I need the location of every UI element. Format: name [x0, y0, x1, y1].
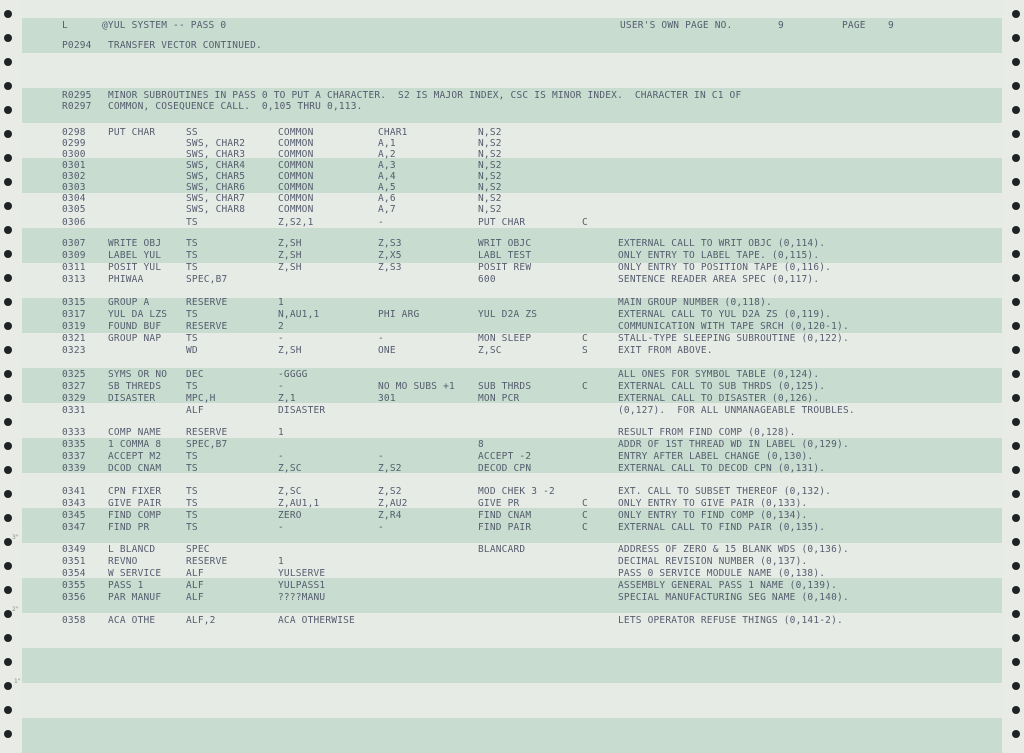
tractor-hole: [1012, 634, 1020, 642]
address-field-3: MON SLEEP: [478, 333, 532, 344]
tractor-hole: [4, 394, 12, 402]
users-page-number: 9: [778, 20, 784, 31]
address-field-2: -: [378, 451, 384, 462]
page-number: 9: [888, 20, 894, 31]
address-field: ACA OTHERWISE: [278, 615, 355, 626]
line-number: 0298: [62, 127, 86, 138]
line-number: 0351: [62, 556, 86, 567]
address-field-3: N,S2: [478, 127, 502, 138]
location-label: L BLANCD: [108, 544, 156, 555]
comment: PASS 0 SERVICE MODULE NAME (0,138).: [618, 568, 826, 579]
operation: SWS, CHAR7: [186, 193, 246, 204]
tractor-hole: [4, 490, 12, 498]
line-number: 0354: [62, 568, 86, 579]
operation: TS: [186, 510, 198, 521]
line-number: R0297: [62, 101, 92, 112]
address-field: Z,SH: [278, 262, 302, 273]
line-number: 0304: [62, 193, 86, 204]
header-tag: L: [62, 20, 68, 31]
comment: ADDRESS OF ZERO & 15 BLANK WDS (0,136).: [618, 544, 849, 555]
tractor-hole: [4, 178, 12, 186]
location-label: GIVE PAIR: [108, 498, 162, 509]
line-number: 0343: [62, 498, 86, 509]
tractor-hole: [1012, 538, 1020, 546]
address-field: Z,1: [278, 393, 296, 404]
location-label: GROUP A: [108, 297, 150, 308]
operation: TS: [186, 262, 198, 273]
operation: SWS, CHAR6: [186, 182, 246, 193]
comment: ONLY ENTRY TO GIVE PAIR (0,133).: [618, 498, 808, 509]
address-field: YULPASS1: [278, 580, 326, 591]
tractor-hole: [1012, 34, 1020, 42]
address-field: COMMON: [278, 160, 314, 171]
address-field-2: NO MO SUBS +1: [378, 381, 455, 392]
tractor-hole: [1012, 202, 1020, 210]
tractor-hole: [4, 730, 12, 738]
address-field: -: [278, 522, 284, 533]
line-number: 0315: [62, 297, 86, 308]
operation: SWS, CHAR2: [186, 138, 246, 149]
comment: SENTENCE READER AREA SPEC (0,117).: [618, 274, 820, 285]
operation: SWS, CHAR5: [186, 171, 246, 182]
operation: SWS, CHAR4: [186, 160, 246, 171]
comment: ONLY ENTRY TO FIND COMP (0,134).: [618, 510, 808, 521]
address-field: Z,SH: [278, 250, 302, 261]
address-field-2: A,7: [378, 204, 396, 215]
tractor-hole: [1012, 178, 1020, 186]
address-field-2: A,6: [378, 193, 396, 204]
address-field-3: POSIT REW: [478, 262, 532, 273]
tractor-hole: [1012, 10, 1020, 18]
operation: SPEC,B7: [186, 274, 228, 285]
operation: ALF: [186, 580, 204, 591]
address-field: 1: [278, 427, 284, 438]
location-label: POSIT YUL: [108, 262, 162, 273]
comment: DECIMAL REVISION NUMBER (0,137).: [618, 556, 808, 567]
address-field-2: PHI ARG: [378, 309, 420, 320]
operation: TS: [186, 522, 198, 533]
comment: SPECIAL MANUFACTURING SEG NAME (0,140).: [618, 592, 849, 603]
tractor-hole: [1012, 490, 1020, 498]
location-label: YUL DA LZS: [108, 309, 168, 320]
tractor-hole: [1012, 58, 1020, 66]
address-field-3: MOD CHEK 3 -2: [478, 486, 555, 497]
location-label: FIND PR: [108, 522, 150, 533]
operation: SS: [186, 127, 198, 138]
tractor-hole: [4, 370, 12, 378]
line-number: 0329: [62, 393, 86, 404]
location-label: PASS 1: [108, 580, 144, 591]
address-field-2: Z,S3: [378, 238, 402, 249]
line-number: 0311: [62, 262, 86, 273]
tractor-hole: [1012, 682, 1020, 690]
location-label: PHIWAA: [108, 274, 144, 285]
location-label: CPN FIXER: [108, 486, 162, 497]
ruler-mark: 2": [12, 606, 19, 613]
line-number: 0331: [62, 405, 86, 416]
line-number: 0333: [62, 427, 86, 438]
location-label: GROUP NAP: [108, 333, 162, 344]
address-field: COMMON: [278, 138, 314, 149]
address-field: -GGGG: [278, 369, 308, 380]
tractor-hole: [1012, 298, 1020, 306]
ruler-mark: 1": [14, 678, 21, 685]
location-label: W SERVICE: [108, 568, 162, 579]
tractor-hole: [4, 466, 12, 474]
line-number: 0347: [62, 522, 86, 533]
remark-text: MINOR SUBROUTINES IN PASS 0 TO PUT A CHARACTER. S2 IS MAJOR INDEX, CSC IS MINOR INDEX. CHARACTER IN C1 OF: [108, 90, 742, 101]
tractor-hole: [1012, 82, 1020, 90]
address-field-2: Z,S2: [378, 463, 402, 474]
address-field-2: -: [378, 522, 384, 533]
line-number: 0319: [62, 321, 86, 332]
tractor-hole: [4, 418, 12, 426]
address-field: Z,SH: [278, 238, 302, 249]
line-number: 0355: [62, 580, 86, 591]
address-field-3: ACCEPT -2: [478, 451, 532, 462]
address-field-3: FIND CNAM: [478, 510, 532, 521]
address-field-3: N,S2: [478, 171, 502, 182]
address-field-3: N,S2: [478, 193, 502, 204]
operation: TS: [186, 451, 198, 462]
tractor-hole: [4, 706, 12, 714]
users-page-label: USER'S OWN PAGE NO.: [620, 20, 733, 31]
address-field-2: Z,X5: [378, 250, 402, 261]
operation: TS: [186, 486, 198, 497]
address-field: ????MANU: [278, 592, 326, 603]
tractor-hole: [4, 202, 12, 210]
operation: TS: [186, 381, 198, 392]
line-number: 0299: [62, 138, 86, 149]
tractor-hole: [1012, 250, 1020, 258]
tractor-hole: [4, 58, 12, 66]
address-field-3: GIVE PR: [478, 498, 520, 509]
tractor-hole: [1012, 154, 1020, 162]
address-field-2: Z,R4: [378, 510, 402, 521]
line-number: 0301: [62, 160, 86, 171]
operation: MPC,H: [186, 393, 216, 404]
line-number: 0358: [62, 615, 86, 626]
flag-field: C: [582, 522, 588, 533]
address-field: ZERO: [278, 510, 302, 521]
line-number: P0294: [62, 40, 92, 51]
tractor-hole: [4, 106, 12, 114]
tractor-hole: [4, 658, 12, 666]
comment: EXTERNAL CALL TO DISASTER (0,126).: [618, 393, 820, 404]
address-field-3: Z,SC: [478, 345, 502, 356]
address-field: -: [278, 451, 284, 462]
tractor-hole: [1012, 370, 1020, 378]
address-field: COMMON: [278, 127, 314, 138]
tractor-hole: [4, 442, 12, 450]
operation: TS: [186, 250, 198, 261]
tractor-hole: [1012, 394, 1020, 402]
tractor-hole: [4, 562, 12, 570]
address-field: Z,SC: [278, 463, 302, 474]
greenbar-band: [22, 578, 1002, 613]
operation: SWS, CHAR3: [186, 149, 246, 160]
flag-field: C: [582, 498, 588, 509]
tractor-hole: [1012, 610, 1020, 618]
line-number: 0300: [62, 149, 86, 160]
operation: TS: [186, 217, 198, 228]
address-field-2: A,3: [378, 160, 396, 171]
operation: ALF,2: [186, 615, 216, 626]
line-number: 0337: [62, 451, 86, 462]
line-number: 0317: [62, 309, 86, 320]
line-number: 0321: [62, 333, 86, 344]
address-field: COMMON: [278, 193, 314, 204]
line-number: 0302: [62, 171, 86, 182]
line-number: 0327: [62, 381, 86, 392]
tractor-hole: [1012, 586, 1020, 594]
address-field: 1: [278, 556, 284, 567]
address-field: Z,SH: [278, 345, 302, 356]
tractor-hole: [4, 274, 12, 282]
operation: TS: [186, 309, 198, 320]
address-field: COMMON: [278, 149, 314, 160]
tractor-hole: [1012, 106, 1020, 114]
address-field-3: FIND PAIR: [478, 522, 532, 533]
line-number: 0335: [62, 439, 86, 450]
remark-text: COMMON, COSEQUENCE CALL. 0,105 THRU 0,113.: [108, 101, 363, 112]
tractor-hole: [1012, 322, 1020, 330]
comment: EXTERNAL CALL TO WRIT OBJC (0,114).: [618, 238, 826, 249]
address-field-2: -: [378, 217, 384, 228]
remark-text: TRANSFER VECTOR CONTINUED.: [108, 40, 262, 51]
comment: ENTRY AFTER LABEL CHANGE (0,130).: [618, 451, 814, 462]
comment: EXTERNAL CALL TO SUB THRDS (0,125).: [618, 381, 826, 392]
address-field-2: Z,S3: [378, 262, 402, 273]
comment: ONLY ENTRY TO LABEL TAPE. (0,115).: [618, 250, 820, 261]
address-field-2: Z,S2: [378, 486, 402, 497]
address-field-3: MON PCR: [478, 393, 520, 404]
comment: COMMUNICATION WITH TAPE SRCH (0,120-1).: [618, 321, 849, 332]
tractor-hole: [4, 514, 12, 522]
tractor-hole: [4, 298, 12, 306]
location-label: COMP NAME: [108, 427, 162, 438]
tractor-hole: [4, 322, 12, 330]
address-field-3: DECOD CPN: [478, 463, 532, 474]
operation: ALF: [186, 592, 204, 603]
tractor-hole: [4, 346, 12, 354]
tractor-hole: [4, 634, 12, 642]
flag-field: C: [582, 333, 588, 344]
comment: (0,127). FOR ALL UNMANAGEABLE TROUBLES.: [618, 405, 855, 416]
operation: ALF: [186, 405, 204, 416]
comment: RESULT FROM FIND COMP (0,128).: [618, 427, 796, 438]
operation: SWS, CHAR8: [186, 204, 246, 215]
line-number: 0309: [62, 250, 86, 261]
line-number: 0325: [62, 369, 86, 380]
location-label: FOUND BUF: [108, 321, 162, 332]
comment: ALL ONES FOR SYMBOL TABLE (0,124).: [618, 369, 820, 380]
comment: EXTERNAL CALL TO YUL D2A ZS (0,119).: [618, 309, 832, 320]
line-number: 0339: [62, 463, 86, 474]
location-label: ACA OTHE: [108, 615, 156, 626]
operation: SPEC: [186, 544, 210, 555]
location-label: ACCEPT M2: [108, 451, 162, 462]
comment: ADDR OF 1ST THREAD WD IN LABEL (0,129).: [618, 439, 849, 450]
address-field-3: N,S2: [478, 149, 502, 160]
tractor-hole: [1012, 466, 1020, 474]
line-number: 0356: [62, 592, 86, 603]
operation: ALF: [186, 568, 204, 579]
operation: DEC: [186, 369, 204, 380]
address-field: Z,AU1,1: [278, 498, 320, 509]
greenbar-band: [22, 648, 1002, 683]
tractor-hole: [4, 34, 12, 42]
tractor-hole: [4, 682, 12, 690]
address-field-3: PUT CHAR: [478, 217, 526, 228]
line-number: 0349: [62, 544, 86, 555]
address-field-2: ONE: [378, 345, 396, 356]
address-field-3: WRIT OBJC: [478, 238, 532, 249]
address-field-3: N,S2: [478, 182, 502, 193]
line-number: R0295: [62, 90, 92, 101]
address-field-3: 8: [478, 439, 484, 450]
operation: WD: [186, 345, 198, 356]
address-field-2: CHAR1: [378, 127, 408, 138]
comment: LETS OPERATOR REFUSE THINGS (0,141-2).: [618, 615, 843, 626]
header-title: @YUL SYSTEM -- PASS 0: [102, 20, 227, 31]
operation: RESERVE: [186, 297, 228, 308]
tractor-hole: [1012, 442, 1020, 450]
location-label: DISASTER: [108, 393, 156, 404]
tractor-hole: [1012, 658, 1020, 666]
tractor-hole: [1012, 562, 1020, 570]
line-number: 0313: [62, 274, 86, 285]
tractor-hole: [4, 538, 12, 546]
address-field-3: SUB THRDS: [478, 381, 532, 392]
address-field-2: Z,AU2: [378, 498, 408, 509]
line-number: 0306: [62, 217, 86, 228]
flag-field: C: [582, 381, 588, 392]
tractor-hole: [1012, 730, 1020, 738]
location-label: DCOD CNAM: [108, 463, 162, 474]
address-field-2: A,2: [378, 149, 396, 160]
ruler-mark: 3": [12, 534, 19, 541]
tractor-hole: [1012, 514, 1020, 522]
tractor-hole: [1012, 130, 1020, 138]
tractor-hole: [1012, 226, 1020, 234]
address-field: 2: [278, 321, 284, 332]
operation: TS: [186, 333, 198, 344]
tractor-hole: [4, 154, 12, 162]
page-label: PAGE: [842, 20, 866, 31]
operation: RESERVE: [186, 556, 228, 567]
line-number: 0341: [62, 486, 86, 497]
greenbar-band: [22, 718, 1002, 753]
tractor-hole: [4, 82, 12, 90]
line-number: 0323: [62, 345, 86, 356]
comment: EXIT FROM ABOVE.: [618, 345, 713, 356]
address-field: YULSERVE: [278, 568, 326, 579]
address-field-3: BLANCARD: [478, 544, 526, 555]
address-field-3: YUL D2A ZS: [478, 309, 538, 320]
address-field-3: 600: [478, 274, 496, 285]
tractor-hole: [1012, 346, 1020, 354]
flag-field: C: [582, 217, 588, 228]
comment: EXTERNAL CALL TO DECOD CPN (0,131).: [618, 463, 826, 474]
tractor-hole: [4, 250, 12, 258]
address-field: COMMON: [278, 182, 314, 193]
location-label: PAR MANUF: [108, 592, 162, 603]
line-number: 0307: [62, 238, 86, 249]
address-field-2: A,1: [378, 138, 396, 149]
address-field-2: A,5: [378, 182, 396, 193]
location-label: 1 COMMA 8: [108, 439, 162, 450]
location-label: PUT CHAR: [108, 127, 156, 138]
greenbar-band: [22, 158, 1002, 193]
tractor-hole: [1012, 418, 1020, 426]
location-label: SYMS OR NO: [108, 369, 168, 380]
address-field: N,AU1,1: [278, 309, 320, 320]
tractor-hole: [4, 610, 12, 618]
address-field: -: [278, 333, 284, 344]
address-field: -: [278, 381, 284, 392]
line-number: 0305: [62, 204, 86, 215]
address-field: COMMON: [278, 204, 314, 215]
comment: EXTERNAL CALL TO FIND PAIR (0,135).: [618, 522, 826, 533]
location-label: REVNO: [108, 556, 138, 567]
address-field: 1: [278, 297, 284, 308]
tractor-hole: [4, 586, 12, 594]
operation: SPEC,B7: [186, 439, 228, 450]
tractor-hole: [4, 130, 12, 138]
location-label: SB THREDS: [108, 381, 162, 392]
address-field: Z,S2,1: [278, 217, 314, 228]
address-field-2: 301: [378, 393, 396, 404]
address-field-2: -: [378, 333, 384, 344]
comment: ONLY ENTRY TO POSITION TAPE (0,116).: [618, 262, 832, 273]
tractor-hole: [4, 10, 12, 18]
line-number: 0345: [62, 510, 86, 521]
flag-field: C: [582, 510, 588, 521]
address-field-3: N,S2: [478, 204, 502, 215]
flag-field: S: [582, 345, 588, 356]
comment: ASSEMBLY GENERAL PASS 1 NAME (0,139).: [618, 580, 838, 591]
operation: TS: [186, 238, 198, 249]
tractor-hole: [4, 226, 12, 234]
comment: MAIN GROUP NUMBER (0,118).: [618, 297, 772, 308]
address-field-3: LABL TEST: [478, 250, 532, 261]
line-number: 0303: [62, 182, 86, 193]
address-field-3: N,S2: [478, 160, 502, 171]
operation: TS: [186, 463, 198, 474]
location-label: WRITE OBJ: [108, 238, 162, 249]
tractor-hole: [1012, 706, 1020, 714]
location-label: LABEL YUL: [108, 250, 162, 261]
address-field: DISASTER: [278, 405, 326, 416]
comment: EXT. CALL TO SUBSET THEREOF (0,132).: [618, 486, 832, 497]
operation: RESERVE: [186, 427, 228, 438]
address-field: COMMON: [278, 171, 314, 182]
address-field-3: N,S2: [478, 138, 502, 149]
address-field-2: A,4: [378, 171, 396, 182]
address-field: Z,SC: [278, 486, 302, 497]
location-label: FIND COMP: [108, 510, 162, 521]
tractor-hole: [1012, 274, 1020, 282]
operation: TS: [186, 498, 198, 509]
comment: STALL-TYPE SLEEPING SUBROUTINE (0,122).: [618, 333, 849, 344]
operation: RESERVE: [186, 321, 228, 332]
